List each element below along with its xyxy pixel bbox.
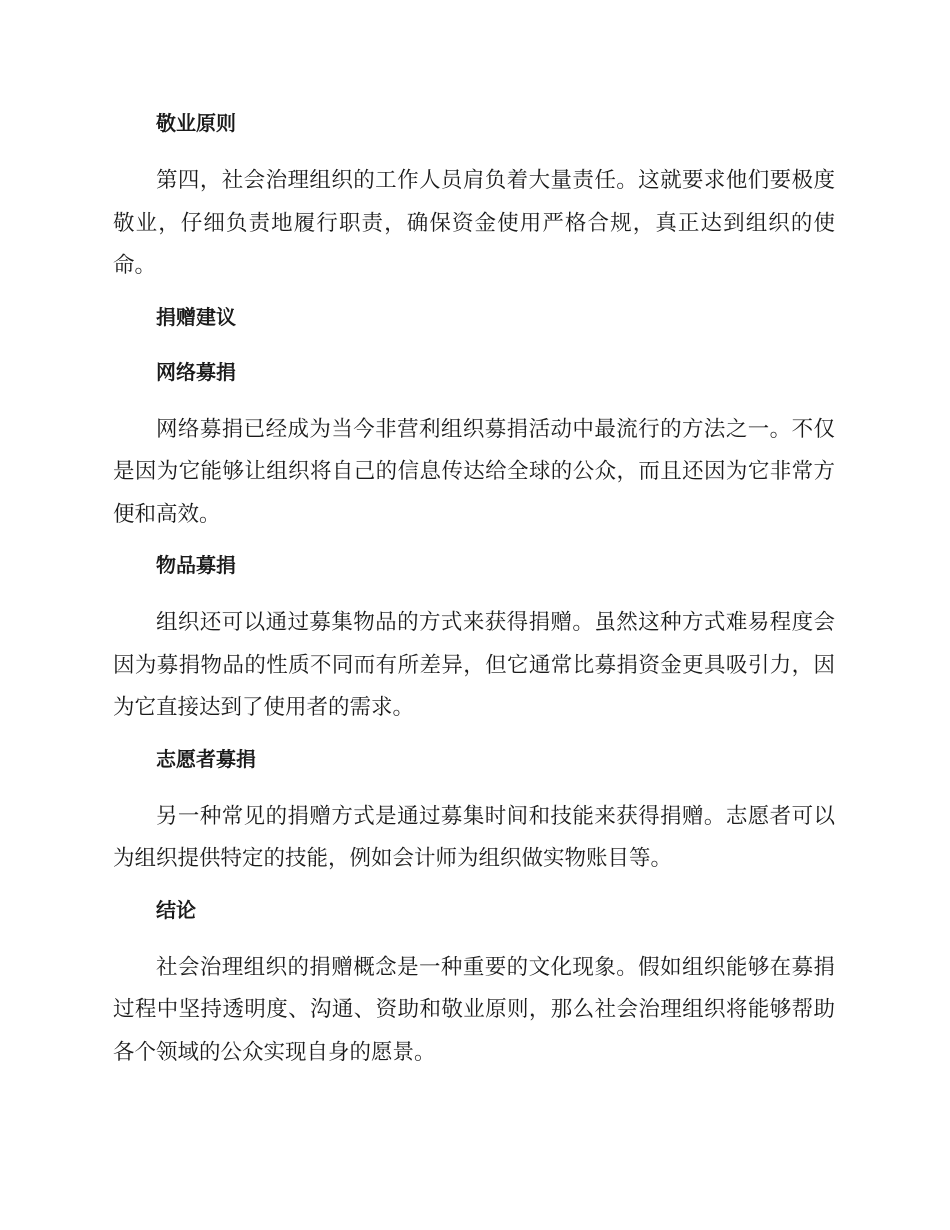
section-heading-conclusion: 结论 — [156, 897, 196, 922]
section-paragraph-goods-fundraising: 组织还可以通过募集物品的方式来获得捐赠。虽然这种方式难易程度会因为募捐物品的性质不同而有所差异，但它通常比募捐资金更具吸引力，因为它直接达到了使用者的需求。 — [113, 610, 835, 720]
section-heading-donation-suggestions: 捐赠建议 — [156, 304, 236, 329]
section-paragraph-conclusion: 社会治理组织的捐赠概念是一种重要的文化现象。假如组织能够在募捐过程中坚持透明度、沟通、资助和敬业原则，那么社会治理组织将能够帮助各个领域的公众实现自身的愿景。 — [113, 954, 835, 1065]
section-heading-online-fundraising: 网络募捐 — [156, 359, 236, 384]
section-heading-dedication: 敬业原则 — [156, 111, 236, 135]
section-heading-goods-fundraising: 物品募捐 — [156, 553, 236, 577]
section-paragraph-volunteer-fundraising: 另一种常见的捐赠方式是通过募集时间和技能来获得捐赠。志愿者可以为组织提供特定的技能，例如会计师为组织做实物账目等。 — [113, 803, 835, 871]
section-paragraph-online-fundraising: 网络募捐已经成为当今非营利组织募捐活动中最流行的方法之一。不仅是因为它能够让组织将自己的信息传达给全球的公众，而且还因为它非常方便和高效。 — [113, 416, 835, 527]
section-heading-volunteer-fundraising: 志愿者募捐 — [156, 746, 256, 771]
section-paragraph-dedication: 第四，社会治理组织的工作人员肩负着大量责任。这就要求他们要极度敬业，仔细负责地履行职责，确保资金使用严格合规，真正达到组织的使命。 — [113, 168, 835, 278]
document-page — [113, 108, 835, 1074]
